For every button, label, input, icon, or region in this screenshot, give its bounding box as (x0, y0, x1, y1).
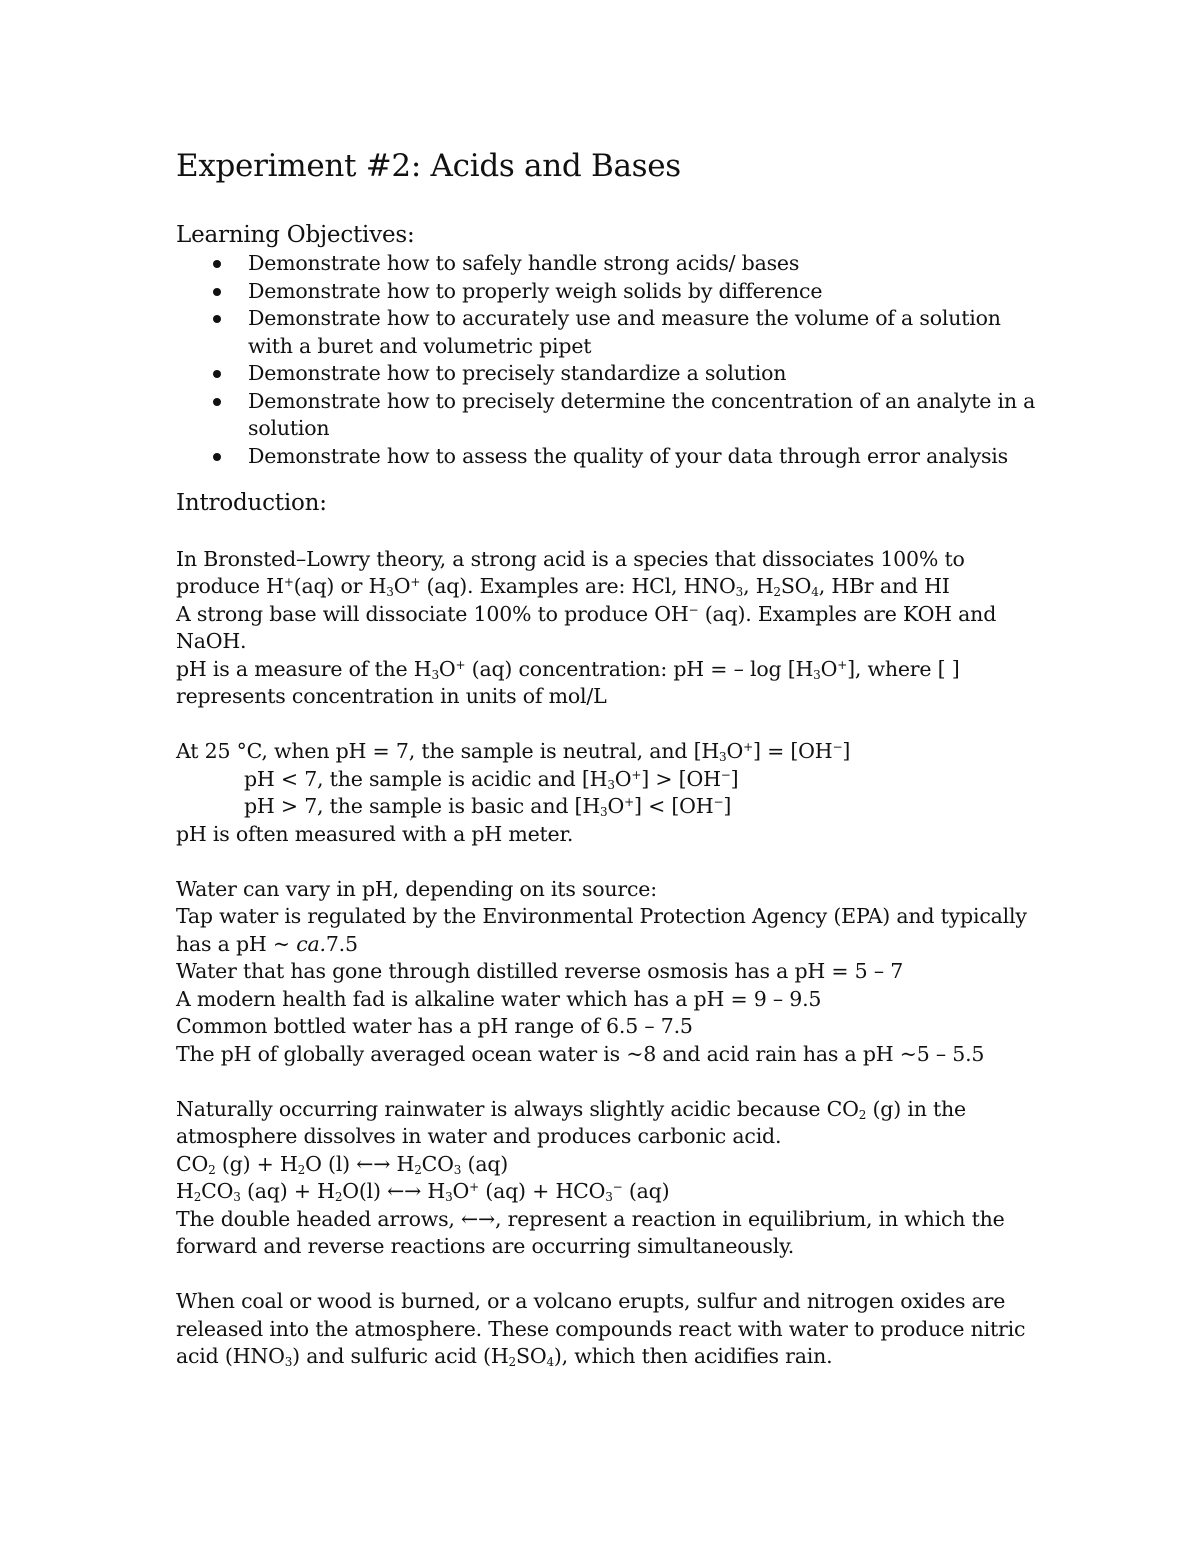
bullet-icon (213, 260, 221, 268)
acidic-line: pH < 7, the sample is acidic and $[H_3O^+] > [OH^-]$ (244, 766, 739, 792)
page-title: Experiment #2: Acids and Bases (176, 148, 681, 184)
list-item: Demonstrate how to safely handle strong acids/ bases (176, 250, 1036, 278)
bottled-water-line: Common bottled water has a pH range of 6.5 – 7.5 (176, 1014, 693, 1038)
list-item: Demonstrate how to precisely determine the concentration of an analyte in a solution (176, 388, 1036, 443)
double-arrow-icon: ←→ (461, 1206, 496, 1231)
document-page (176, 140, 1036, 1371)
bullet-icon (213, 288, 221, 296)
list-item: Demonstrate how to accurately use and measure the volume of a solution with a buret and volumetric pipet (176, 305, 1036, 360)
introduction-heading: Introduction: (176, 490, 327, 516)
basic-line: pH > 7, the sample is basic and $[H_3O^+] < [OH^-]$ (244, 794, 732, 819)
list-item: Demonstrate how to properly weigh solids by difference (176, 278, 1036, 306)
objectives-heading: Learning Objectives: (176, 222, 415, 248)
neutral-line: At 25 °C, when pH = 7, the sample is neutral, and $[H_3O^+] = [OH^-]$ (176, 739, 851, 764)
bullet-icon (213, 453, 221, 461)
equation-2: $H_2CO_3$ $(aq) + H_2O(l)$ ←→ $H_3O^+$ $(aq) + HCO_3^-$ (aq) (176, 1179, 670, 1204)
ph-definition-paragraph: pH is a measure of the $H_3O^+$ (aq) concentration: pH = – $\log [H_3O^+]$, where [ ] represents concentration in units of mol/L (176, 656, 960, 708)
strong-acid-paragraph: In Bronsted–Lowry theory, a strong acid is a species that dissociates 100% to produce H+(aq) or $H_3O^+$ (aq). Examples are: HCl, $HNO_3$, $H_2SO_4$, HBr and HI (176, 546, 965, 599)
ocean-water-line: The pH of globally averaged ocean water is ~8 and acid rain has a pH ~5 – 5.5 (176, 1041, 985, 1066)
equilibrium-arrows-paragraph: The double headed arrows, ←→, represent a reaction in equilibrium, in which the forward and reverse reactions are occurring simultaneously. (176, 1206, 1005, 1258)
ph-meter-line: pH is often measured with a pH meter. (176, 821, 574, 846)
distilled-water-line: Water that has gone through distilled reverse osmosis has a pH = 5 – 7 (176, 959, 904, 983)
rainwater-paragraph: Naturally occurring rainwater is always slightly acidic because $CO_2$ (g) in the atmosphere dissolves in water and produces carbonic acid. (176, 1096, 966, 1148)
objectives-list (176, 250, 1036, 470)
equation-1: $CO_2$ $(g) + H_2O$ (l) ←→ $H_2CO_3$ (aq) (176, 1151, 509, 1177)
list-item: Demonstrate how to assess the quality of your data through error analysis (176, 443, 1036, 471)
alkaline-water-line: A modern health fad is alkaline water which has a pH = 9 – 9.5 (176, 986, 822, 1011)
bullet-icon (213, 315, 221, 323)
oxides-paragraph: When coal or wood is burned, or a volcano erupts, sulfur and nitrogen oxides are released into the atmosphere. These compounds react with water to produce nitric acid $(HNO_3)$ and sulfuric acid $(H_2SO_4)$, which then acidifies rain. (176, 1289, 1026, 1369)
strong-base-paragraph: A strong base will dissociate 100% to produce OH− (aq). Examples are KOH and NaOH. (176, 601, 997, 653)
tap-water-line: Tap water is regulated by the Environmental Protection Agency (EPA) and typically has a pH ~ ca.7.5 (176, 904, 1027, 956)
list-item: Demonstrate how to precisely standardize a solution (176, 360, 1036, 388)
bullet-icon (213, 398, 221, 406)
bullet-icon (213, 370, 221, 378)
water-intro-line: Water can vary in pH, depending on its source: (176, 876, 657, 901)
